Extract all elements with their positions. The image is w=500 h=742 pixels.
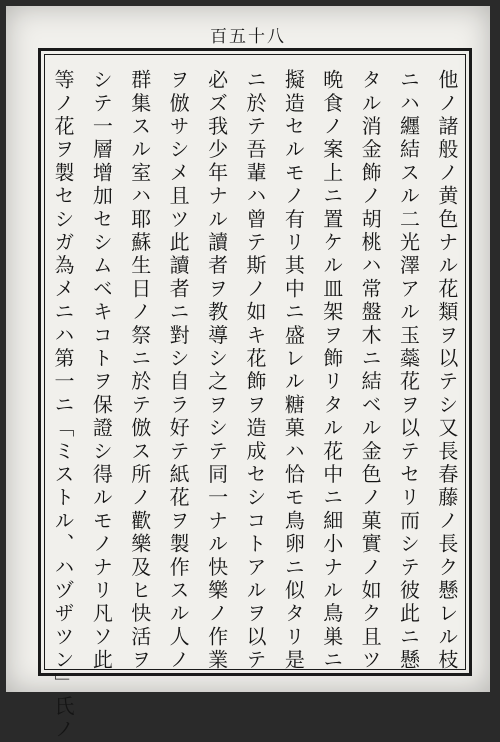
text-column-2: ニハ纒結スル二光澤アル玉蘂花ヲ以テセリ而シテ彼此ニ懸 [396,69,421,673]
text-column-1: 他ノ諸般ノ黄色ナル花類ヲ以テシ又長春藤ノ長ク懸レル枝 [434,69,459,673]
text-column-5: 擬造セルモノ有リ其中ニ盛レル糖菓ハ恰モ鳥卵ニ似タリ是 [281,69,306,673]
book-page [6,6,490,742]
text-column-3: タル消金飾ノ胡桃ハ常盤木ニ結ベル金色ノ菓實ノ如ク且ツ [358,69,383,673]
page-number: 百五十八 [210,27,286,47]
text-column-10: シテ一層增加セシムベキコトヲ保證シ得ルモノナリ凡ソ此 [89,69,114,673]
text-column-9: 群集スル室ハ耶蘇生日ノ祭ニ於テ倣ス所ノ歡樂及ヒ快活ヲ [127,69,152,673]
text-column-11: 等ノ花ヲ製セシガ為メニハ第一ニ「ミストル、ハヅザツン」氏ノ [51,69,75,742]
vertical-text-block [41,69,469,742]
text-column-4: 晩食ノ案上ニ置ケル皿架ヲ飾リタル花中ニ細小ナル鳥巣ニ [319,69,344,673]
text-frame [38,48,472,742]
text-column-6: ニ於テ吾輩ハ曾テ斯ノ如キ花飾ヲ造成セシコトアルヲ以テ [242,69,267,673]
text-column-7: 必ズ我少年ナル讀者ヲ教導シ之ヲシテ同一ナル快樂ノ作業 [204,69,229,673]
text-column-8: ヲ倣サシメ且ツ此讀者ニ對シ自ラ好テ紙花ヲ製作スル人ノ [166,69,191,673]
